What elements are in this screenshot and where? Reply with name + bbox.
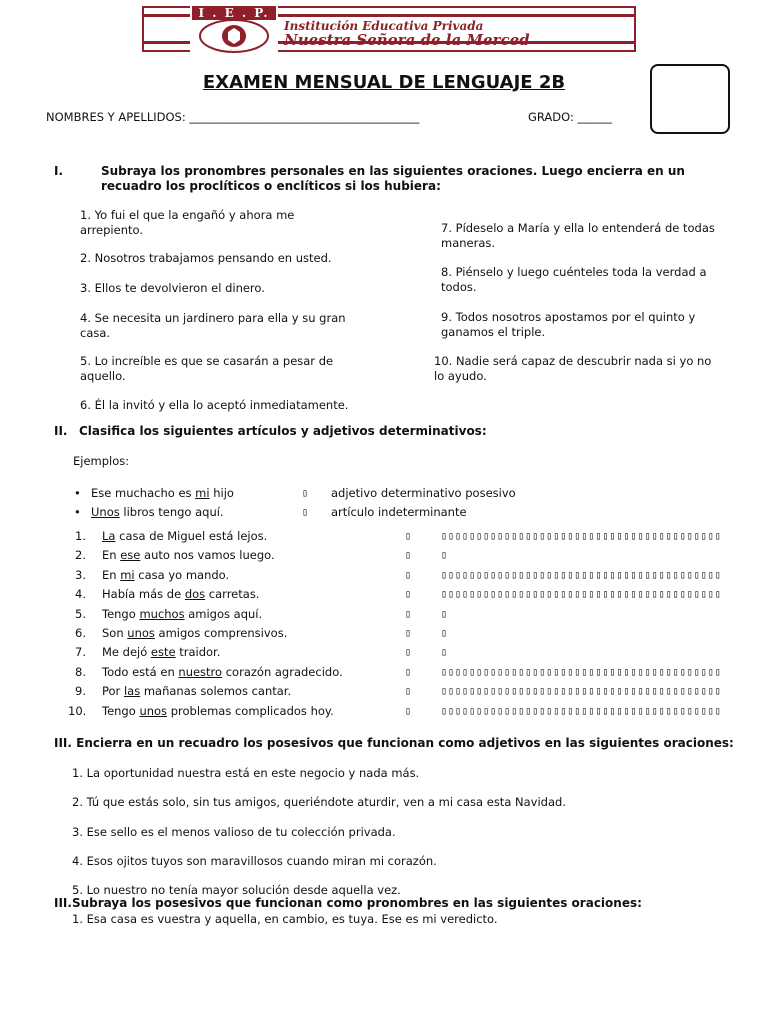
arrow-icon: ▯ xyxy=(302,507,310,518)
sentence-line: 10. Nadie será capaz de descubrir nada si yo no xyxy=(434,354,712,368)
answer-field[interactable]: ▯ xyxy=(441,608,449,620)
arrow-icon: ▯ xyxy=(405,589,413,601)
sentence-text: Ese muchacho es xyxy=(91,486,196,500)
sentence-text: amigos aquí. xyxy=(184,606,263,621)
sentence-line: 5. Lo nuestro no tenía mayor solución desde aquella vez. xyxy=(72,883,401,898)
sentence-text: Tengo xyxy=(102,703,140,718)
sentence-line: 3. Ellos te devolvieron el dinero. xyxy=(80,281,265,295)
answer-field[interactable]: ▯ xyxy=(441,550,449,562)
underlined-word: este xyxy=(150,645,176,660)
answer-field[interactable]: ▯▯▯▯▯▯▯▯▯▯▯▯▯▯▯▯▯▯▯▯▯▯▯▯▯▯▯▯▯▯▯▯▯▯▯▯▯▯▯▯ xyxy=(441,531,722,542)
section2-instruction: Clasifica los siguientes artículos y adjetivos determinativos: xyxy=(79,424,487,438)
sentence-line: ganamos el triple. xyxy=(441,325,546,339)
sentence-line: 5. Lo increíble es que se casarán a pesar de xyxy=(80,354,334,368)
arrow-icon: ▯ xyxy=(405,666,413,678)
arrow-icon: ▯ xyxy=(405,569,413,581)
answer-field[interactable]: ▯▯▯▯▯▯▯▯▯▯▯▯▯▯▯▯▯▯▯▯▯▯▯▯▯▯▯▯▯▯▯▯▯▯▯▯▯▯▯▯ xyxy=(441,569,722,581)
sentence-text: problemas complicados hoy. xyxy=(167,703,334,718)
arrow-icon: ▯ xyxy=(405,531,413,542)
sentence-line: 7. Pídeselo a María y ella lo entenderá de todas xyxy=(441,221,715,235)
example-answer: adjetivo determinativo posesivo xyxy=(331,486,516,500)
underlined-word: La xyxy=(102,529,116,543)
underlined-word: nuestro xyxy=(178,664,223,679)
sentence-line: 3. Ese sello es el menos valioso de tu colección privada. xyxy=(72,824,396,839)
sentence-line: lo ayudo. xyxy=(434,369,487,383)
sentence-text: Todo está en xyxy=(102,664,179,679)
classification-sentence xyxy=(102,607,262,621)
bullet-icon: • xyxy=(74,505,81,519)
example-answer: artículo indeterminante xyxy=(331,505,467,519)
institution-line1: Institución Educativa Privada xyxy=(284,19,484,33)
sentence-text: Había más de xyxy=(102,587,185,602)
sentence-text: amigos comprensivos. xyxy=(154,626,288,640)
sentence-line: 1. La oportunidad nuestra está en este negocio y nada más. xyxy=(72,766,420,780)
arrow-icon: ▯ xyxy=(405,550,413,562)
classification-sentence xyxy=(102,626,287,640)
underlined-word: las xyxy=(123,684,141,699)
underlined-word: dos xyxy=(184,587,206,602)
sentence-line: 1. Esa casa es vuestra y aquella, en cambio, es tuya. Ese es mi veredicto. xyxy=(72,912,498,926)
sentence-text: mañanas solemos cantar. xyxy=(140,684,292,699)
sentence-line: aquello. xyxy=(80,369,126,383)
section4-instruction: III.Subraya los posesivos que funcionan como pronombres en las siguientes oraciones: xyxy=(54,896,642,910)
sentence-text: Me dejó xyxy=(102,645,151,660)
names-field[interactable]: NOMBRES Y APELLIDOS: ________________________________________ xyxy=(46,110,420,124)
section1-instruction-line1: Subraya los pronombres personales en las siguientes oraciones. Luego encierra en un xyxy=(101,164,685,178)
sentence-line: 4. Esos ojitos tuyos son maravillosos cuando miran mi corazón. xyxy=(72,853,437,868)
school-header xyxy=(142,6,636,52)
sentence-text: corazón agradecido. xyxy=(222,664,343,679)
classification-sentence xyxy=(102,568,229,582)
sentence-text: En xyxy=(102,567,121,582)
sentence-text: Son xyxy=(102,626,128,640)
institution-name xyxy=(284,17,632,47)
item-number: 1. xyxy=(75,529,86,543)
section1-number: I. xyxy=(54,164,64,178)
answer-field[interactable]: ▯▯▯▯▯▯▯▯▯▯▯▯▯▯▯▯▯▯▯▯▯▯▯▯▯▯▯▯▯▯▯▯▯▯▯▯▯▯▯▯ xyxy=(441,666,722,678)
sentence-line: maneras. xyxy=(441,236,496,250)
example-sentence xyxy=(91,505,224,519)
crest-icon xyxy=(194,16,274,54)
sentence-text: carretas. xyxy=(205,587,260,602)
sentence-text: traidor. xyxy=(175,645,221,660)
sentence-line: 4. Se necesita un jardinero para ella y su gran xyxy=(80,311,346,325)
section1-instruction-line2: recuadro los proclíticos o enclíticos si los hubiera: xyxy=(101,179,441,193)
arrow-icon: ▯ xyxy=(405,647,413,659)
item-number: 3. xyxy=(75,567,86,582)
svg-text:· · ·: · · · xyxy=(230,47,238,53)
classification-sentence xyxy=(102,587,259,601)
sentence-line: 1. Yo fui el que la engañó y ahora me xyxy=(80,208,295,222)
item-number: 2. xyxy=(75,548,86,563)
underlined-word: mi xyxy=(120,567,135,582)
arrow-icon: ▯ xyxy=(405,628,413,639)
logo-text: I . E . P. xyxy=(192,6,276,20)
sentence-text: Por xyxy=(102,684,124,699)
sentence-line: 2. Nosotros trabajamos pensando en usted. xyxy=(80,251,332,265)
school-logo xyxy=(190,6,278,56)
answer-field[interactable]: ▯ xyxy=(441,647,449,659)
sentence-text: auto nos vamos luego. xyxy=(140,548,275,563)
sentence-text: casa yo mando. xyxy=(134,567,230,582)
sentence-text: Tengo xyxy=(102,606,140,621)
underlined-word: unos xyxy=(139,703,168,718)
underlined-word: unos xyxy=(127,626,155,640)
sentence-line: 8. Piénselo y luego cuénteles toda la verdad a xyxy=(441,265,707,279)
answer-field[interactable]: ▯▯▯▯▯▯▯▯▯▯▯▯▯▯▯▯▯▯▯▯▯▯▯▯▯▯▯▯▯▯▯▯▯▯▯▯▯▯▯▯ xyxy=(441,589,722,601)
classification-sentence xyxy=(102,704,334,718)
sentence-text: hijo xyxy=(209,486,234,500)
underlined-word: Unos xyxy=(91,505,120,519)
score-box[interactable] xyxy=(650,64,730,134)
item-number: 5. xyxy=(75,606,86,621)
sentence-line: casa. xyxy=(80,326,111,340)
classification-sentence xyxy=(102,684,291,698)
sentence-text: casa de Miguel está lejos. xyxy=(115,529,268,543)
item-number: 10. xyxy=(68,703,87,718)
classification-sentence xyxy=(102,665,343,679)
institution-line2: Nuestra Señora de la Merced xyxy=(284,31,530,49)
sentence-line: 9. Todos nosotros apostamos por el quinto y xyxy=(441,310,696,324)
arrow-icon: ▯ xyxy=(405,686,413,698)
underlined-word: ese xyxy=(120,548,141,563)
sentence-text: En xyxy=(102,548,121,563)
classification-sentence xyxy=(102,548,275,562)
item-number: 8. xyxy=(75,664,86,679)
answer-field[interactable]: ▯▯▯▯▯▯▯▯▯▯▯▯▯▯▯▯▯▯▯▯▯▯▯▯▯▯▯▯▯▯▯▯▯▯▯▯▯▯▯▯ xyxy=(441,686,722,698)
underlined-word: mi xyxy=(195,486,210,500)
sentence-text: libros tengo aquí. xyxy=(119,505,224,519)
grade-field[interactable]: GRADO: ______ xyxy=(528,110,613,124)
section2-number: II. xyxy=(54,424,68,438)
example-sentence xyxy=(91,486,234,500)
sentence-line: arrepiento. xyxy=(80,223,143,237)
answer-field[interactable]: ▯▯▯▯▯▯▯▯▯▯▯▯▯▯▯▯▯▯▯▯▯▯▯▯▯▯▯▯▯▯▯▯▯▯▯▯▯▯▯▯ xyxy=(441,705,722,717)
sentence-line: todos. xyxy=(441,280,477,294)
examples-label: Ejemplos: xyxy=(73,454,130,468)
arrow-icon: ▯ xyxy=(405,608,413,620)
sentence-line: 2. Tú que estás solo, sin tus amigos, queriéndote aturdir, ven a mi casa esta Navidad. xyxy=(72,795,566,810)
answer-field[interactable]: ▯ xyxy=(441,628,449,639)
arrow-icon: ▯ xyxy=(302,488,310,499)
exam-title: EXAMEN MENSUAL DE LENGUAJE 2B xyxy=(202,72,566,93)
arrow-icon: ▯ xyxy=(405,705,413,717)
section3-instruction: III. Encierra en un recuadro los posesivos que funcionan como adjetivos en las siguientes oraciones: xyxy=(54,736,734,750)
item-number: 4. xyxy=(75,587,86,602)
underlined-word: muchos xyxy=(139,606,185,621)
sentence-line: 6. Él la invitó y ella lo aceptó inmediatamente. xyxy=(80,398,349,412)
classification-sentence xyxy=(102,529,267,543)
classification-sentence xyxy=(102,645,220,659)
item-number: 9. xyxy=(75,684,86,699)
item-number: 6. xyxy=(75,626,86,640)
bullet-icon: • xyxy=(74,486,81,500)
item-number: 7. xyxy=(75,645,86,660)
